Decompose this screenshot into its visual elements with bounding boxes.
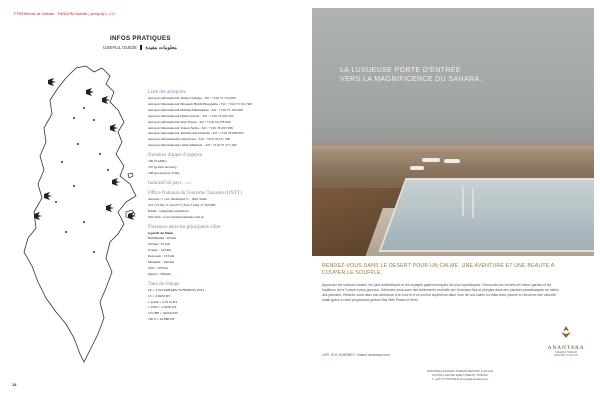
list-item: 1€ = 3,312 DINARS TUNISIENS (DT)	[148, 287, 204, 292]
subtitle-arabic: معلومات مفيدة	[145, 45, 177, 51]
sun-lounger	[410, 166, 424, 170]
country-code-heading: Indicatif du pays : +216	[148, 180, 192, 186]
sun-lounger	[422, 158, 440, 162]
page-subtitle	[103, 45, 177, 51]
list-item: 1£ = 2,8250 DT	[148, 293, 171, 298]
distances-heading: Distances entre les principales villes	[148, 224, 221, 230]
list-item: 1 USD = 2,9250 DT	[148, 305, 177, 310]
advert-headline	[340, 66, 482, 84]
airports-heading: Liste des aéroports	[148, 90, 186, 95]
list-item: Sousse : 143 km	[148, 248, 172, 253]
headline-line-1: LA LUXUEUSE PORTE D'ENTRÉE	[340, 67, 461, 74]
contact-line: ROUTE LAHYAM 2200 TOZEUR, TUNISIA	[432, 373, 488, 378]
list-item: Aéroport International Sfax Thyna - Tél : +216 74 278 000	[148, 119, 231, 124]
tunisia-outline	[24, 66, 136, 362]
list-item: 1 yen/$ = 2,2514 DT	[148, 299, 178, 304]
list-item: Aéroport International Enfidha Hammamet - Tél : +216 73 103 000	[148, 107, 243, 112]
airplane-icon	[86, 88, 94, 96]
pool-water	[379, 178, 594, 252]
country-code-value: +216	[184, 180, 192, 185]
right-page-advert	[300, 0, 600, 400]
list-item: Site Web : www.tunisietourisme.com.tn	[148, 214, 204, 219]
list-item: Email : ontt@ontt.tourism.tn	[148, 208, 189, 213]
city-dots	[55, 107, 109, 253]
list-item: 190 (SAMU)	[148, 159, 167, 164]
airplane-icon	[44, 192, 52, 200]
pool-ladder-rail	[472, 188, 474, 218]
desert-horizon	[312, 146, 594, 154]
list-item: Kairouan : 153 km	[148, 254, 175, 259]
exchange-heading: Taux de change	[148, 281, 180, 287]
headline-line-2: VERS LA MAGNIFICENCE DU SAHARA.	[340, 76, 482, 83]
airplane-icon	[110, 124, 118, 132]
list-item: 198 (protection civile)	[148, 170, 180, 175]
list-item: Monastir : 160 km	[148, 260, 174, 265]
list-item: Aéroport International Tozeur Nefta - Tél : +216 76 453 388	[148, 125, 233, 130]
brand-sub-2: RESORT & VILLAS	[554, 354, 578, 358]
list-item: Aéroport International Gabès Matmata - Tél : +216 75 271 320	[148, 143, 237, 148]
airplane-icon	[102, 96, 110, 104]
list-item: 100 ¥ = 24.880 DT	[148, 317, 175, 322]
page-title: INFOS PRATIQUES	[110, 35, 171, 42]
list-item: Djerba : 506 km	[148, 271, 171, 276]
airplane-icon	[48, 78, 56, 86]
running-header: FTEEHemas de Voddsk · FANGOM Voddsk | ymdp ∆|-l—l·l·l	[14, 12, 116, 16]
list-item: Tél. (+216) 71.341.077 ( Fax (+216) 71.350.997	[148, 202, 216, 207]
airplane-icon	[106, 204, 114, 212]
contact-line: T +216 76 150 600 E tozeur@anantara.com	[431, 377, 489, 382]
list-item: Aéroport International Djerba Zarzis - Tél : +216 75 650 233	[148, 113, 234, 118]
list-item: 197 (police secours)	[148, 165, 177, 170]
anantara-emblem-icon	[558, 325, 574, 339]
resort-pool-photo	[312, 8, 594, 256]
list-item: Aéroport International Gafsa Ksar - Tél : +216 76 217 700	[148, 137, 230, 142]
sun-lounger	[444, 159, 460, 163]
airplane-icon	[112, 178, 120, 186]
advert-journey-line: LIFE IS A JOURNEY. Visitez anantara.com	[322, 353, 391, 357]
list-item: Adresse : 1, Av. Mohamed V - 1001 Tunis	[148, 196, 207, 201]
country-code-label: Indicatif du pays	[148, 180, 182, 186]
list-item: Sfax : 270 km	[148, 265, 168, 270]
practical-info-column	[148, 86, 293, 323]
ontt-heading: Office National du Tourisme Tunisien (ONTT)	[148, 190, 242, 196]
advert-tagline: RENDEZ-VOUS DANS LE DESERT POUR UN CALME, UNE AVENTURE ET UNE BEAUTE A COUPER LE SOUFFLE.	[322, 263, 555, 276]
airport-markers	[34, 78, 136, 220]
list-item: Aéroport International Tabarka Ain Draham - Tél : +216 78 680 005	[148, 131, 244, 136]
advert-contact	[390, 369, 530, 382]
list-item: Aéroport International Monastir Habib Bourguiba - Tél : +216 73 521 300	[148, 101, 253, 106]
pool-ladder-rail	[462, 186, 464, 216]
tunisia-map-illustration	[14, 62, 154, 372]
anantara-logo	[546, 325, 586, 357]
contact-line: ANANTARA SAHARA TOZEUR RESORT & VILLAS	[426, 369, 494, 373]
emergency-heading: Numéros d'appel d'urgence	[148, 153, 203, 159]
advert-body-text: Appréciez les saveurs locales, les plus authentiques et les voyages gastronomiques les plus sophistiqués. Découvrez les secrets les mieux gardés et les traditions de la Tunisie à plus gourous. Détendez-vous avec des traitements exclusifs de l'Anantara Spa et plongez dans des piscines paradisiaques au milieu des palmiers. Relaxez-vous dans une ambiance d'un luxe et d'un confort supérieurs dans l'une de nos suites ou villas avec piscine et retrouvez une sécurité totale grâce à notre programme global Stay With Peace of Mind.	[322, 283, 559, 302]
brand-name: ANANTARA	[547, 345, 585, 351]
list-item: Hammamet : 63 km	[148, 236, 176, 241]
subtitle-divider	[140, 45, 142, 50]
brand-sub-1: SAHARA TOZEUR	[555, 351, 577, 354]
subtitle-french: USEFUL GUIDE	[103, 45, 137, 50]
page-number: 14	[12, 382, 17, 387]
distances-from-label: à partir de Tunis	[148, 230, 173, 235]
list-item: 10 CHF = 30.844 DT	[148, 311, 179, 316]
list-item: Nabeul : 67 km	[148, 242, 170, 247]
list-item: Aéroport International Tunis Carthage - Tél : +216 71 754 000	[148, 96, 236, 100]
kerkennah-island	[128, 173, 133, 178]
